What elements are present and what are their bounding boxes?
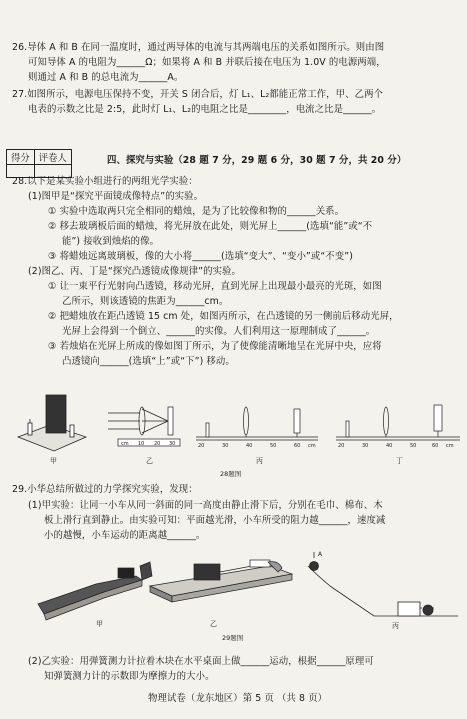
page-footer: 物理试卷（龙东地区）第 5 页 （共 8 页） (148, 693, 328, 704)
fig28-yi-tick-unit: cm (121, 441, 129, 447)
q28-1-2b: 能”) 接收到烛焰的像。 (62, 236, 160, 247)
fig28-yi-tick-30: 30 (169, 441, 176, 447)
q28-2-1a: ① 让一束平行光射向凸透镜，移动光屏，直到光屏上出现最小最亮的光斑，如图 (48, 281, 382, 292)
fig28-bing (196, 407, 318, 440)
q26-line1: 26.导体 A 和 B 在同一温度时，通过两导体的电流与其两端电压的关系如图所示。则由图 (12, 42, 385, 53)
fig28-label-jia: 甲 (50, 457, 57, 465)
fig29-label-yi: 乙 (210, 620, 217, 628)
q29-1b: 板上滑行直到静止。由实验可知：平面越光滑，小车所受的阻力越______，速度减 (44, 515, 386, 526)
q26-line2: 可知导体 A 的电阻为______Ω；如果将 A 和 B 并联后接在电压为 1.0V 的电源两端， (28, 57, 386, 68)
q28-intro: 28.以下是某实验小组进行的两组光学实验： (12, 176, 198, 187)
fig28-yi-tick-20: 20 (154, 441, 161, 447)
fig28-diagram (0, 375, 467, 480)
score-cell-label: 得分 (7, 150, 35, 165)
q27-line2: 电表的示数之比是 2:5，此时灯 L₁、L₂的电阻之比是________，电流之比是______。 (28, 104, 382, 115)
fig29-bing (308, 552, 458, 616)
fig28-caption: 28题图 (220, 470, 242, 478)
fig29-point-a: A (318, 551, 323, 558)
fig28-bing-tick-40: 40 (246, 443, 253, 449)
fig29-diagram (0, 546, 467, 646)
q28-part1: (1)图甲是“探究平面镜成像特点”的实验。 (28, 191, 204, 202)
fig29-label-jia: 甲 (96, 620, 103, 628)
fig28-label-bing: 丙 (256, 457, 263, 465)
fig28-bing-tick-30: 30 (222, 443, 229, 449)
q28-2-2b: 光屏上会得到一个倒立、______的实像。人们利用这一原理制成了______。 (62, 326, 376, 337)
fig28-ding-tick-20: 20 (338, 443, 345, 449)
fig28-ding-tick-30: 30 (362, 443, 369, 449)
q28-2-1b: 乙所示，则该透镜的焦距为______cm。 (62, 296, 229, 307)
fig28-ding (336, 405, 460, 440)
fig28-ding-tick-unit: cm (446, 443, 454, 449)
fig28-bing-tick-60: 60 (294, 443, 301, 449)
fig29-jia (38, 562, 152, 620)
score-table (6, 149, 72, 178)
grader-cell-label: 评卷人 (34, 150, 71, 165)
fig28-bing-tick-20: 20 (198, 443, 205, 449)
fig28-bing-tick-50: 50 (270, 443, 277, 449)
q26-line3: 则通过 A 和 B 的总电流为______A。 (28, 72, 184, 83)
q29-intro: 29.小华总结所做过的力学探究实验，发现： (12, 484, 198, 495)
fig28-jia (18, 395, 86, 451)
q29-1c: 小的越慢，小车运动的距离越______。 (44, 530, 206, 541)
section-title: 四、探究与实验（28 题 7 分，29 题 6 分，30 题 7 分，共 20 分） (107, 155, 407, 166)
q29-2b: 知弹簧测力计的示数即为摩擦力的大小。 (44, 671, 215, 682)
fig28-ding-tick-50: 50 (410, 443, 417, 449)
fig28-label-yi: 乙 (146, 457, 153, 465)
q28-1-2a: ② 移去玻璃板后面的蜡烛，将光屏放在此处，则光屏上______(选填“能”或“不 (48, 221, 373, 232)
fig28-label-ding: 丁 (396, 457, 403, 465)
q28-1-1: ① 实验中选取两只完全相同的蜡烛，是为了比较像和物的______关系。 (48, 206, 345, 217)
fig29-label-bing: 丙 (392, 622, 399, 630)
q29-2a: (2)乙实验：用弹簧测力计拉着木块在水平桌面上做______运动，根据______原理可 (28, 656, 374, 667)
fig28-ding-tick-40: 40 (386, 443, 393, 449)
fig29-yi (150, 560, 292, 602)
fig28-bing-tick-unit: cm (308, 443, 316, 449)
q28-2-3a: ③ 若烛焰在光屏上所成的像如图丁所示，为了使像能清晰地呈在光屏中央，应将 (48, 341, 382, 352)
q29-1a: (1)甲实验：让同一小车从同一斜面的同一高度由静止滑下后，分别在毛巾、棉布、木 (28, 500, 383, 511)
fig29-caption: 29题图 (222, 634, 244, 642)
fig28-yi-tick-10: 10 (138, 441, 145, 447)
q28-1-3: ③ 将蜡烛远离玻璃板，像的大小将______(选填“变大”、“变小”或“不变”) (48, 251, 353, 262)
fig28-ding-tick-60: 60 (432, 443, 439, 449)
q28-2-2a: ② 把蜡烛放在距凸透镜 15 cm 处，如图丙所示，在凸透镜的另一侧前后移动光屏， (48, 311, 399, 322)
q28-part2: (2)图乙、丙、丁是“探究凸透镜成像规律”的实验。 (28, 266, 241, 277)
q27-line1: 27.如图所示，电源电压保持不变，开关 S 闭合后，灯 L₁、L₂都能正常工作，甲、乙两个 (12, 89, 384, 100)
q28-2-3b: 凸透镜向______(选填“上”或“下”) 移动。 (62, 356, 235, 367)
